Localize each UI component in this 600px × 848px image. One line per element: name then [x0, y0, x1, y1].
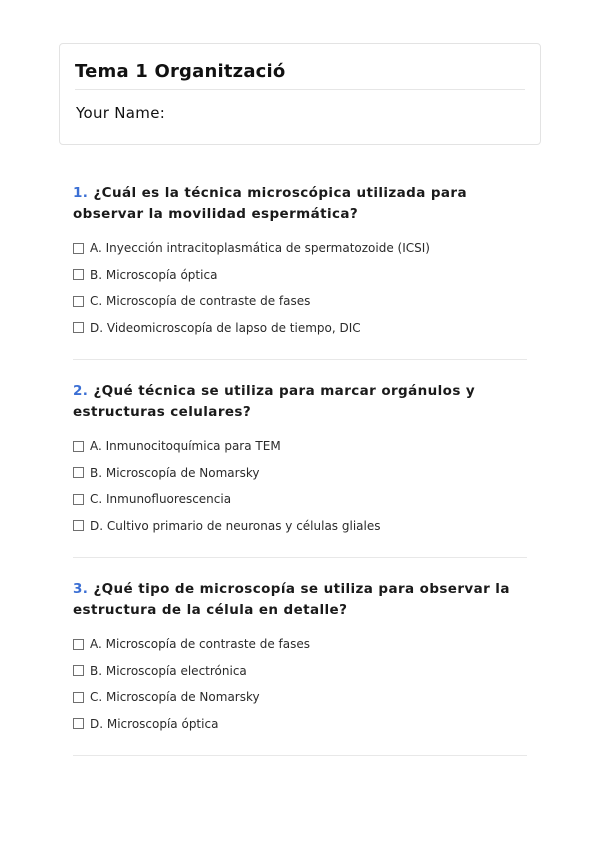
- header-divider: [75, 89, 525, 90]
- option-label: C. Inmunofluorescencia: [90, 492, 232, 507]
- checkbox[interactable]: [73, 441, 84, 452]
- question-1-option-d[interactable]: [73, 315, 527, 342]
- option-label: B. Microscopía óptica: [90, 267, 218, 282]
- option-label: A. Inmunocitoquímica para TEM: [90, 439, 281, 454]
- checkbox[interactable]: [73, 269, 84, 280]
- question-1-option-b[interactable]: [73, 262, 527, 289]
- option-label: C. Microscopía de contraste de fases: [90, 294, 311, 309]
- checkbox[interactable]: [73, 692, 84, 703]
- checkbox[interactable]: [73, 639, 84, 650]
- your-name-label: Your Name:: [76, 104, 166, 122]
- checkbox[interactable]: [73, 665, 84, 676]
- question-2-prompt: ¿Qué técnica se utiliza para marcar orgánulos y estructuras celulares?: [73, 383, 476, 420]
- option-label: A. Microscopía de contraste de fases: [90, 637, 311, 652]
- option-label: D. Cultivo primario de neuronas y células gliales: [90, 518, 381, 533]
- question-2-number: 2.: [73, 383, 89, 399]
- option-label: C. Microscopía de Nomarsky: [90, 690, 260, 705]
- question-1-option-c[interactable]: [73, 288, 527, 315]
- option-label: D. Microscopía óptica: [90, 716, 219, 731]
- option-label: B. Microscopía electrónica: [90, 663, 247, 678]
- checkbox[interactable]: [73, 296, 84, 307]
- checkbox[interactable]: [73, 494, 84, 505]
- question-3-number: 3.: [73, 581, 89, 597]
- question-list: [73, 183, 527, 777]
- checkbox[interactable]: [73, 520, 84, 531]
- question-3: [73, 579, 527, 756]
- question-3-options: [73, 631, 527, 737]
- quiz-header-card: [59, 43, 541, 145]
- checkbox[interactable]: [73, 467, 84, 478]
- question-3-prompt: ¿Qué tipo de microscopía se utiliza para observar la estructura de la célula en detalle?: [73, 581, 510, 618]
- option-label: D. Videomicroscopía de lapso de tiempo, DIC: [90, 320, 361, 335]
- question-3-option-a[interactable]: [73, 631, 527, 658]
- question-2-option-b[interactable]: [73, 460, 527, 487]
- question-3-option-d[interactable]: [73, 711, 527, 738]
- option-label: B. Microscopía de Nomarsky: [90, 465, 260, 480]
- question-3-option-b[interactable]: [73, 658, 527, 685]
- checkbox[interactable]: [73, 322, 84, 333]
- question-3-text: [73, 579, 527, 621]
- question-1-number: 1.: [73, 185, 89, 201]
- question-1: [73, 183, 527, 360]
- question-3-option-c[interactable]: [73, 684, 527, 711]
- question-2-option-a[interactable]: [73, 433, 527, 460]
- checkbox[interactable]: [73, 718, 84, 729]
- checkbox[interactable]: [73, 243, 84, 254]
- question-2-text: [73, 381, 527, 423]
- question-1-options: [73, 235, 527, 341]
- question-2-option-d[interactable]: [73, 513, 527, 540]
- question-1-text: [73, 183, 527, 225]
- option-label: A. Inyección intracitoplasmática de spermatozoide (ICSI): [90, 241, 430, 256]
- question-2-options: [73, 433, 527, 539]
- question-2: [73, 381, 527, 558]
- quiz-title: Tema 1 Organització: [75, 61, 286, 82]
- question-1-option-a[interactable]: [73, 235, 527, 262]
- question-2-option-c[interactable]: [73, 486, 527, 513]
- question-1-prompt: ¿Cuál es la técnica microscópica utilizada para observar la movilidad espermática?: [73, 185, 467, 222]
